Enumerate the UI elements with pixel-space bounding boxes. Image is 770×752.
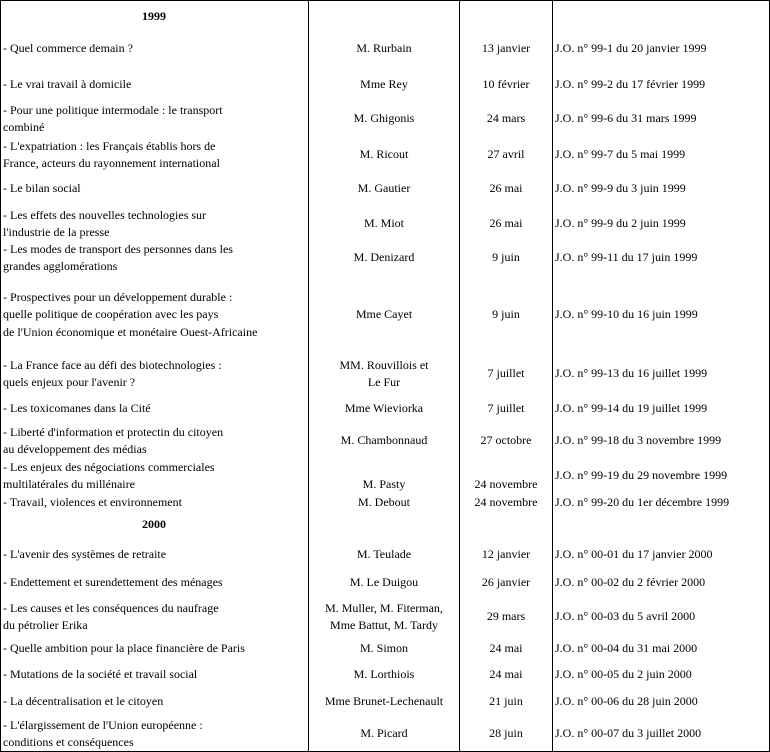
row-title: - Les enjeux des négociations commerciales multilatérales du millénaire	[3, 459, 215, 491]
section-year-heading: 1999	[142, 9, 166, 24]
row-jo-reference: J.O. n° 99-6 du 31 mars 1999	[555, 111, 697, 126]
row-rapporteur: M. Pasty	[362, 477, 406, 492]
row-rapporteur: Mme Wieviorka	[344, 401, 424, 416]
row-rapporteur: Mme Rey	[360, 77, 408, 92]
row-date: 26 mai	[489, 181, 523, 196]
row-date: 27 avril	[487, 147, 525, 162]
row-jo-reference: J.O. n° 99-1 du 20 janvier 1999	[555, 41, 707, 56]
row-date: 9 juin	[492, 250, 520, 265]
row-jo-reference: J.O. n° 00-02 du 2 février 2000	[555, 575, 706, 590]
row-date: 24 mai	[489, 667, 523, 682]
row-rapporteur: Mme Cayet	[355, 307, 413, 322]
row-title: - Quel commerce demain ?	[3, 41, 133, 56]
row-date: 28 juin	[489, 726, 523, 741]
row-title: - Le bilan social	[3, 181, 81, 196]
row-title: - Le vrai travail à domicile	[3, 77, 132, 92]
row-title: - L'élargissement de l'Union européenne : conditions et conséquences	[3, 717, 203, 749]
row-title: - Endettement et surendettement des ménages	[3, 575, 223, 590]
row-rapporteur: M. Debout	[358, 495, 410, 510]
row-rapporteur: Mme Brunet-Lechenault	[324, 694, 444, 709]
row-title: - Travail, violences et environnement	[3, 495, 182, 510]
row-date: 24 mars	[486, 111, 526, 126]
row-jo-reference: J.O. n° 00-07 du 3 juillet 2000	[555, 726, 702, 741]
row-jo-reference: J.O. n° 99-11 du 17 juin 1999	[555, 250, 698, 265]
row-jo-reference: J.O. n° 99-13 du 16 juillet 1999	[555, 366, 708, 381]
row-rapporteur: M. Denizard	[353, 250, 415, 265]
row-rapporteur: M. Miot	[363, 216, 404, 231]
row-title: - Liberté d'information et protectin du citoyen au développement des médias	[3, 424, 224, 456]
row-jo-reference: J.O. n° 99-9 du 2 juin 1999	[555, 216, 686, 231]
row-date: 24 mai	[489, 641, 523, 656]
row-rapporteur: M. Ghigonis	[353, 111, 415, 126]
row-jo-reference: J.O. n° 99-7 du 5 mai 1999	[555, 147, 686, 162]
row-date: 27 octobre	[480, 433, 532, 448]
row-jo-reference: J.O. n° 00-03 du 5 avril 2000	[555, 609, 696, 624]
row-jo-reference: J.O. n° 99-18 du 3 novembre 1999	[555, 433, 722, 448]
section-year-heading: 2000	[142, 517, 166, 532]
row-date: 24 novembre	[474, 477, 538, 492]
row-date: 21 juin	[489, 694, 523, 709]
row-date: 26 mai	[489, 216, 523, 231]
row-rapporteur: M. Picard	[360, 726, 408, 741]
row-jo-reference: J.O. n° 00-01 du 17 janvier 2000	[555, 547, 713, 562]
row-date: 29 mars	[486, 609, 526, 624]
row-title: - Les effets des nouvelles technologies sur l'industrie de la presse	[3, 207, 207, 239]
row-date: 13 janvier	[481, 41, 531, 56]
row-jo-reference: J.O. n° 99-10 du 16 juin 1999	[555, 307, 698, 322]
row-rapporteur: M. Lorthiois	[353, 667, 415, 682]
row-title: - La France face au défi des biotechnologies : quels enjeux pour l'avenir ?	[3, 357, 222, 389]
column-divider	[552, 0, 553, 752]
row-jo-reference: J.O. n° 99-2 du 17 février 1999	[555, 77, 706, 92]
row-date: 7 juillet	[487, 401, 525, 416]
row-title: - Pour une politique intermodale : le transport combiné	[3, 102, 223, 134]
row-jo-reference: J.O. n° 00-05 du 2 juin 2000	[555, 667, 692, 682]
row-title: - Les causes et les conséquences du naufrage du pétrolier Erika	[3, 600, 219, 632]
row-rapporteur: M. Simon	[359, 641, 408, 656]
row-title: - Les modes de transport des personnes dans les grandes agglomérations	[3, 241, 233, 273]
row-rapporteur: MM. Rouvillois et Le Fur	[339, 357, 429, 389]
row-title: - L'avenir des systèmes de retraite	[3, 547, 167, 562]
row-jo-reference: J.O. n° 99-20 du 1er décembre 1999	[555, 495, 730, 510]
row-date: 24 novembre	[474, 495, 538, 510]
row-rapporteur: M. Chambonnaud	[340, 433, 428, 448]
row-jo-reference: J.O. n° 00-04 du 31 mai 2000	[555, 641, 698, 656]
row-date: 9 juin	[492, 307, 520, 322]
row-title: - Les toxicomanes dans la Cité	[3, 401, 151, 416]
row-date: 26 janvier	[481, 575, 531, 590]
row-rapporteur: M. Le Duigou	[349, 575, 419, 590]
row-rapporteur: M. Gautier	[357, 181, 411, 196]
row-title: - Prospectives pour un développement durable : quelle politique de coopération avec les pays de l'Union économique et monétaire Ouest-Africaine	[3, 289, 258, 339]
row-date: 7 juillet	[487, 366, 525, 381]
row-jo-reference: J.O. n° 99-14 du 19 juillet 1999	[555, 401, 708, 416]
row-rapporteur: M. Rurbain	[356, 41, 412, 56]
row-rapporteur: M. Ricout	[359, 147, 409, 162]
row-title: - L'expatriation : les Français établis hors de France, acteurs du rayonnement international	[3, 138, 220, 170]
row-date: 10 février	[482, 77, 530, 92]
row-jo-reference: J.O. n° 00-06 du 28 juin 2000	[555, 694, 698, 709]
row-title: - Mutations de la société et travail social	[3, 667, 198, 682]
row-title: - La décentralisation et le citoyen	[3, 694, 164, 709]
row-title: - Quelle ambition pour la place financière de Paris	[3, 641, 245, 656]
row-jo-reference: J.O. n° 99-19 du 29 novembre 1999	[555, 468, 728, 483]
row-date: 12 janvier	[481, 547, 531, 562]
row-jo-reference: J.O. n° 99-9 du 3 juin 1999	[555, 181, 686, 196]
row-rapporteur: M. Teulade	[356, 547, 412, 562]
row-rapporteur: M. Muller, M. Fiterman, Mme Battut, M. Tardy	[325, 600, 443, 632]
